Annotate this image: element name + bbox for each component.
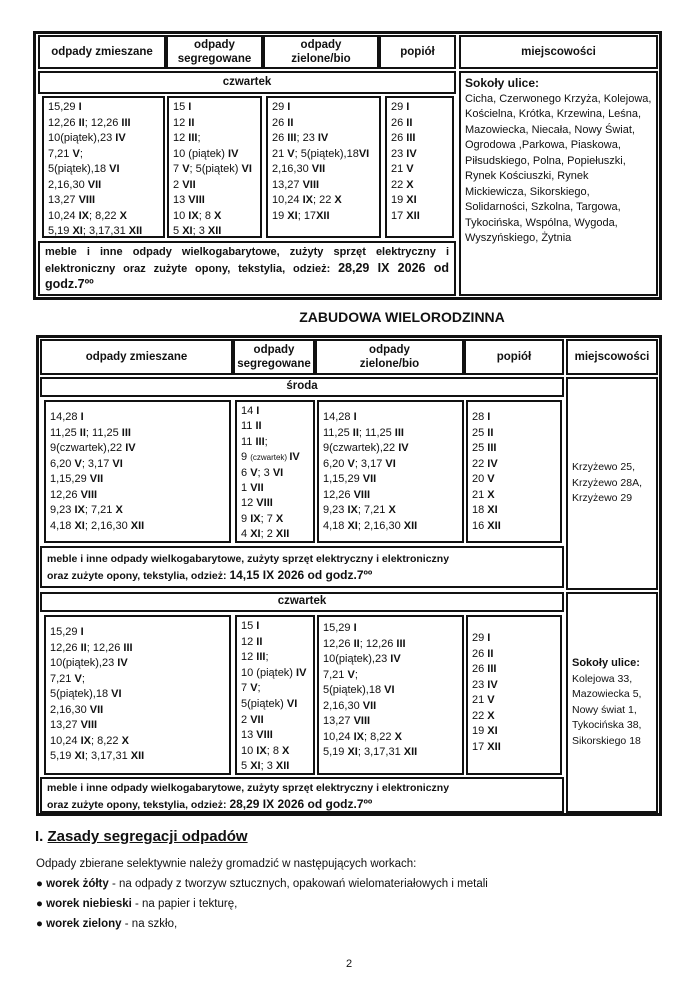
dates-mixed	[44, 615, 231, 775]
places-list: Cicha, Czerwonego Krzyża, Kolejowa, Kościelna, Krótka, Krzewina, Leśna, Mazowiecka, Niecała, Nowy Świat, Ogrodowa ,Parkowa, Piaskowa, Piłsudskiego, Polna, Popiełuszki, Rynek Kościuszki, Rynek Mickiewicza, Sikorskiego, Solidarności, Szkolna, Targowa, Tykocińska, Wspólna, Wygoda, Wyszyńskiego, Żytnia	[465, 92, 652, 244]
date-line: 5 XI; 3 XII	[241, 760, 290, 773]
date-line: 10,24 IX; 22 X	[272, 194, 342, 206]
date-line: 9,23 IX; 7,21 X	[50, 504, 123, 516]
date-line: 26 III	[391, 132, 416, 144]
bulky-waste-line2: oraz zużyte opony, tekstylia, odzież: 14,15 IX 2026 od godz.7ºº	[47, 567, 373, 582]
date-line: 6,20 V; 3,17 VI	[323, 457, 396, 470]
date-line: 22 X	[391, 178, 414, 191]
date-line: 26 III; 23 IV	[272, 132, 329, 144]
bullet-icon: ●	[36, 898, 43, 910]
date-line: 17 XII	[391, 209, 420, 222]
rules-heading: I. Zasady segregacji odpadów	[35, 828, 248, 845]
date-line: 13,27 VIII	[50, 719, 98, 731]
header-segregated-waste	[233, 339, 315, 375]
date-line: 7,21 V;	[48, 147, 83, 160]
rules-intro: Odpady zbierane selektywnie należy gromadzić w następujących workach:	[36, 858, 417, 870]
date-line: 12,26 VIII	[50, 488, 98, 501]
date-line: 18 XI	[472, 504, 498, 516]
date-line: 14,28 I	[50, 411, 84, 423]
date-line: 6 V; 3 VI	[241, 466, 284, 479]
bulky-waste-date: 28,29 IX 2026 od godz.7ºº	[45, 260, 449, 291]
date-line: 16 XII	[472, 519, 501, 532]
date-line: 2,16,30 VII	[323, 699, 377, 712]
header-label: odpady zmieszane	[85, 351, 188, 363]
date-line: 13,27 VIII	[272, 178, 320, 191]
place-item: Mazowiecka 5,	[572, 688, 642, 700]
header-mixed-waste	[38, 35, 166, 69]
bulky-waste-info	[38, 241, 456, 296]
date-line: 5,19 XI; 3,17,31 XII	[323, 746, 418, 758]
date-line: 12,26 II; 12,26 III	[50, 641, 133, 654]
date-line: 15,29 I	[48, 101, 82, 113]
date-line: 5(piątek),18 VI	[50, 688, 122, 700]
date-line: 5(piątek),18 VI	[323, 684, 395, 696]
dates-ash	[466, 400, 562, 543]
date-line: 21 X	[472, 488, 495, 501]
date-line: 10 (piątek) IV	[241, 666, 307, 679]
date-line: 29 I	[272, 101, 291, 113]
rules-item: ● worek niebieski - na papier i tekturę,	[36, 898, 238, 910]
date-line: 15,29 I	[323, 622, 357, 634]
date-line: 5(piątek),18 VI	[48, 163, 120, 175]
date-line: 12 III;	[173, 132, 201, 144]
date-line: 2 VII	[241, 713, 264, 726]
date-line: 2 VII	[173, 178, 196, 191]
place-item: Krzyżewo 28A,	[572, 476, 643, 489]
date-line: 13,27 VIII	[48, 194, 96, 206]
date-line: 21 V	[472, 694, 495, 706]
date-line: 14,28 I	[323, 411, 357, 423]
header-segregated-waste	[166, 35, 263, 69]
date-line: 9 IX; 7 X	[241, 512, 284, 525]
date-line: 14 I	[241, 405, 260, 417]
header-green-waste	[315, 339, 464, 375]
day-row	[40, 592, 564, 612]
dates-ash	[466, 615, 562, 775]
header-label: popiół	[496, 351, 532, 363]
date-line: 20 V	[472, 473, 495, 485]
date-line: 26 II	[391, 116, 413, 129]
day-row	[40, 377, 564, 397]
header-label: popiół	[400, 46, 435, 58]
day-row	[38, 71, 456, 94]
date-line: 15,29 I	[50, 626, 84, 638]
date-line: 23 IV	[472, 678, 498, 691]
place-item: Tykocińska 38,	[572, 719, 642, 731]
date-line: 2,16,30 VII	[50, 703, 104, 716]
places-title: Sokoły ulice:	[465, 76, 540, 90]
places-list	[572, 672, 641, 750]
header-label: miejscowości	[521, 46, 596, 58]
date-line: 5,19 XI; 3,17,31 XII	[50, 750, 145, 762]
date-line: 12 II	[173, 116, 195, 129]
header-places	[566, 339, 658, 375]
date-line: 10 IX; 8 X	[241, 744, 290, 757]
bulky-waste-text: meble i inne odpady wielkogabarytowe, zużyty sprzęt elektryczny i elektroniczny oraz zużyte opony, tekstylia, odzież:	[45, 246, 449, 275]
date-line: 22 X	[472, 709, 495, 722]
date-line: 10(piątek),23 IV	[48, 132, 126, 144]
bulky-waste-info	[40, 777, 564, 813]
date-line: 5,19 XI; 3,17,31 XII	[48, 225, 143, 237]
bulky-waste-text: meble i inne odpady wielkogabarytowe, zużyty sprzęt elektryczny i elektroniczny	[47, 553, 450, 565]
places-cell	[459, 71, 658, 296]
date-line: 17 XII	[472, 740, 501, 753]
dates-green	[317, 400, 464, 543]
date-line: 4,18 XI; 2,16,30 XII	[323, 519, 418, 532]
date-line: 26 II	[472, 647, 494, 660]
date-line: 9 (czwartek) IV	[241, 451, 300, 464]
date-line: 12 III;	[241, 651, 269, 664]
date-line: 2,16,30 VII	[272, 163, 326, 175]
date-line: 7 V;	[241, 682, 261, 695]
header-places	[459, 35, 658, 69]
date-line: 26 II	[272, 116, 294, 129]
date-line: 9(czwartek),22 IV	[50, 442, 136, 454]
dates-segregated	[167, 96, 262, 238]
header-label: odpady segregowane	[177, 39, 252, 65]
section-title: ZABUDOWA WIELORODZINNA	[299, 309, 505, 325]
date-line: 21 V	[391, 163, 414, 175]
header-label: odpady zmieszane	[51, 46, 153, 58]
date-line: 19 XI; 17XII	[272, 209, 330, 222]
bulky-waste-date: 14,15 IX 2026 od godz.7ºº	[229, 567, 373, 582]
date-line: 12,26 VIII	[323, 488, 371, 501]
dates-green	[317, 615, 464, 775]
date-line: 1,15,29 VII	[50, 473, 104, 485]
date-line: 12,26 II; 12,26 III	[323, 637, 406, 650]
day-label: środa	[286, 380, 318, 393]
dates-mixed	[44, 400, 231, 543]
date-line: 12 VIII	[241, 497, 273, 510]
places-cell	[566, 592, 658, 813]
date-line: 7 V; 5(piątek) VI	[173, 163, 252, 175]
date-line: 10,24 IX; 8,22 X	[50, 734, 129, 747]
date-line: 12,26 II; 12,26 III	[48, 116, 131, 129]
date-line: 4 XI; 2 XII	[241, 528, 290, 541]
places-cell	[566, 377, 658, 590]
day-label: czwartek	[222, 75, 272, 88]
place-item: Krzyżewo 29	[572, 492, 633, 505]
header-ash	[464, 339, 564, 375]
date-line: 25 II	[472, 426, 494, 439]
dates-ash	[385, 96, 454, 238]
date-line: 10,24 IX; 8,22 X	[323, 730, 402, 743]
date-line: 10 (piątek) IV	[173, 147, 239, 160]
header-label: odpady zielone/bio	[291, 39, 351, 65]
header-label: odpady zielone/bio	[359, 344, 420, 370]
place-item: Nowy świat 1,	[572, 703, 637, 716]
date-line: 13 VIII	[241, 729, 273, 742]
date-line: 22 IV	[472, 457, 498, 470]
dates-green	[266, 96, 381, 238]
header-mixed-waste	[40, 339, 233, 375]
date-line: 19 XI	[472, 725, 498, 737]
header-label: miejscowości	[574, 351, 650, 363]
date-line: 7,21 V;	[50, 672, 85, 685]
places-title: Sokoły ulice:	[572, 657, 640, 669]
bulky-waste-info	[40, 546, 564, 588]
header-green-waste	[263, 35, 379, 69]
date-line: 11 II	[241, 420, 262, 433]
date-line: 9(czwartek),22 IV	[323, 442, 409, 454]
dates-segregated	[235, 615, 315, 775]
day-label: czwartek	[277, 595, 327, 608]
date-line: 9,23 IX; 7,21 X	[323, 504, 396, 516]
page-number: 2	[346, 958, 353, 970]
date-line: 15 I	[173, 101, 192, 113]
dates-mixed	[42, 96, 165, 238]
date-line: 2,16,30 VII	[48, 178, 102, 191]
date-line: 5 XI; 3 XII	[173, 225, 222, 237]
bulky-waste-date: 28,29 IX 2026 od godz.7ºº	[229, 796, 373, 811]
date-line: 10(piątek),23 IV	[50, 657, 128, 669]
rules-item: ● worek zielony - na szkło,	[36, 918, 178, 930]
date-line: 15 I	[241, 620, 260, 632]
bullet-icon: ●	[36, 918, 43, 930]
date-line: 12 II	[241, 635, 263, 648]
date-line: 7,21 V;	[323, 668, 358, 681]
date-line: 29 I	[472, 632, 491, 644]
date-line: 28 I	[472, 411, 491, 423]
date-line: 19 XI	[391, 194, 417, 206]
date-line: 11,25 II; 11,25 III	[323, 426, 404, 439]
date-line: 29 I	[391, 101, 410, 113]
rules-item: ● worek żółty - na odpady z tworzyw sztucznych, opakowań wielomateriałowych i metali	[36, 878, 488, 890]
date-line: 21 V; 5(piątek),18VI	[272, 147, 370, 160]
places-list	[572, 460, 642, 507]
date-line: 13,27 VIII	[323, 715, 371, 727]
date-line: 1 VII	[241, 482, 264, 495]
date-line: 10,24 IX; 8,22 X	[48, 209, 127, 222]
place-item: Sikorskiego 18	[572, 734, 641, 747]
date-line: 10 IX; 8 X	[173, 209, 222, 222]
date-line: 13 VIII	[173, 194, 205, 206]
place-item: Krzyżewo 25,	[572, 461, 636, 474]
place-item: Kolejowa 33,	[572, 672, 633, 685]
date-line: 5(piątek) VI	[241, 697, 298, 710]
date-line: 6,20 V; 3,17 VI	[50, 457, 123, 470]
bulky-waste-text: meble i inne odpady wielkogabarytowe, zużyty sprzęt elektryczny i elektroniczny	[47, 782, 450, 794]
bullet-icon: ●	[36, 878, 43, 890]
date-line: 25 III	[472, 442, 497, 454]
dates-segregated	[235, 400, 315, 543]
date-line: 10(piątek),23 IV	[323, 653, 401, 665]
header-label: odpady segregowane	[237, 344, 311, 370]
date-line: 23 IV	[391, 147, 417, 160]
date-line: 11 III;	[241, 435, 268, 448]
date-line: 4,18 XI; 2,16,30 XII	[50, 519, 145, 532]
date-line: 1,15,29 VII	[323, 473, 377, 485]
bulky-waste-line2: oraz zużyte opony, tekstylia, odzież: 28,29 IX 2026 od godz.7ºº	[47, 796, 373, 811]
date-line: 26 III	[472, 663, 497, 675]
header-ash	[379, 35, 456, 69]
date-line: 11,25 II; 11,25 III	[50, 426, 131, 439]
